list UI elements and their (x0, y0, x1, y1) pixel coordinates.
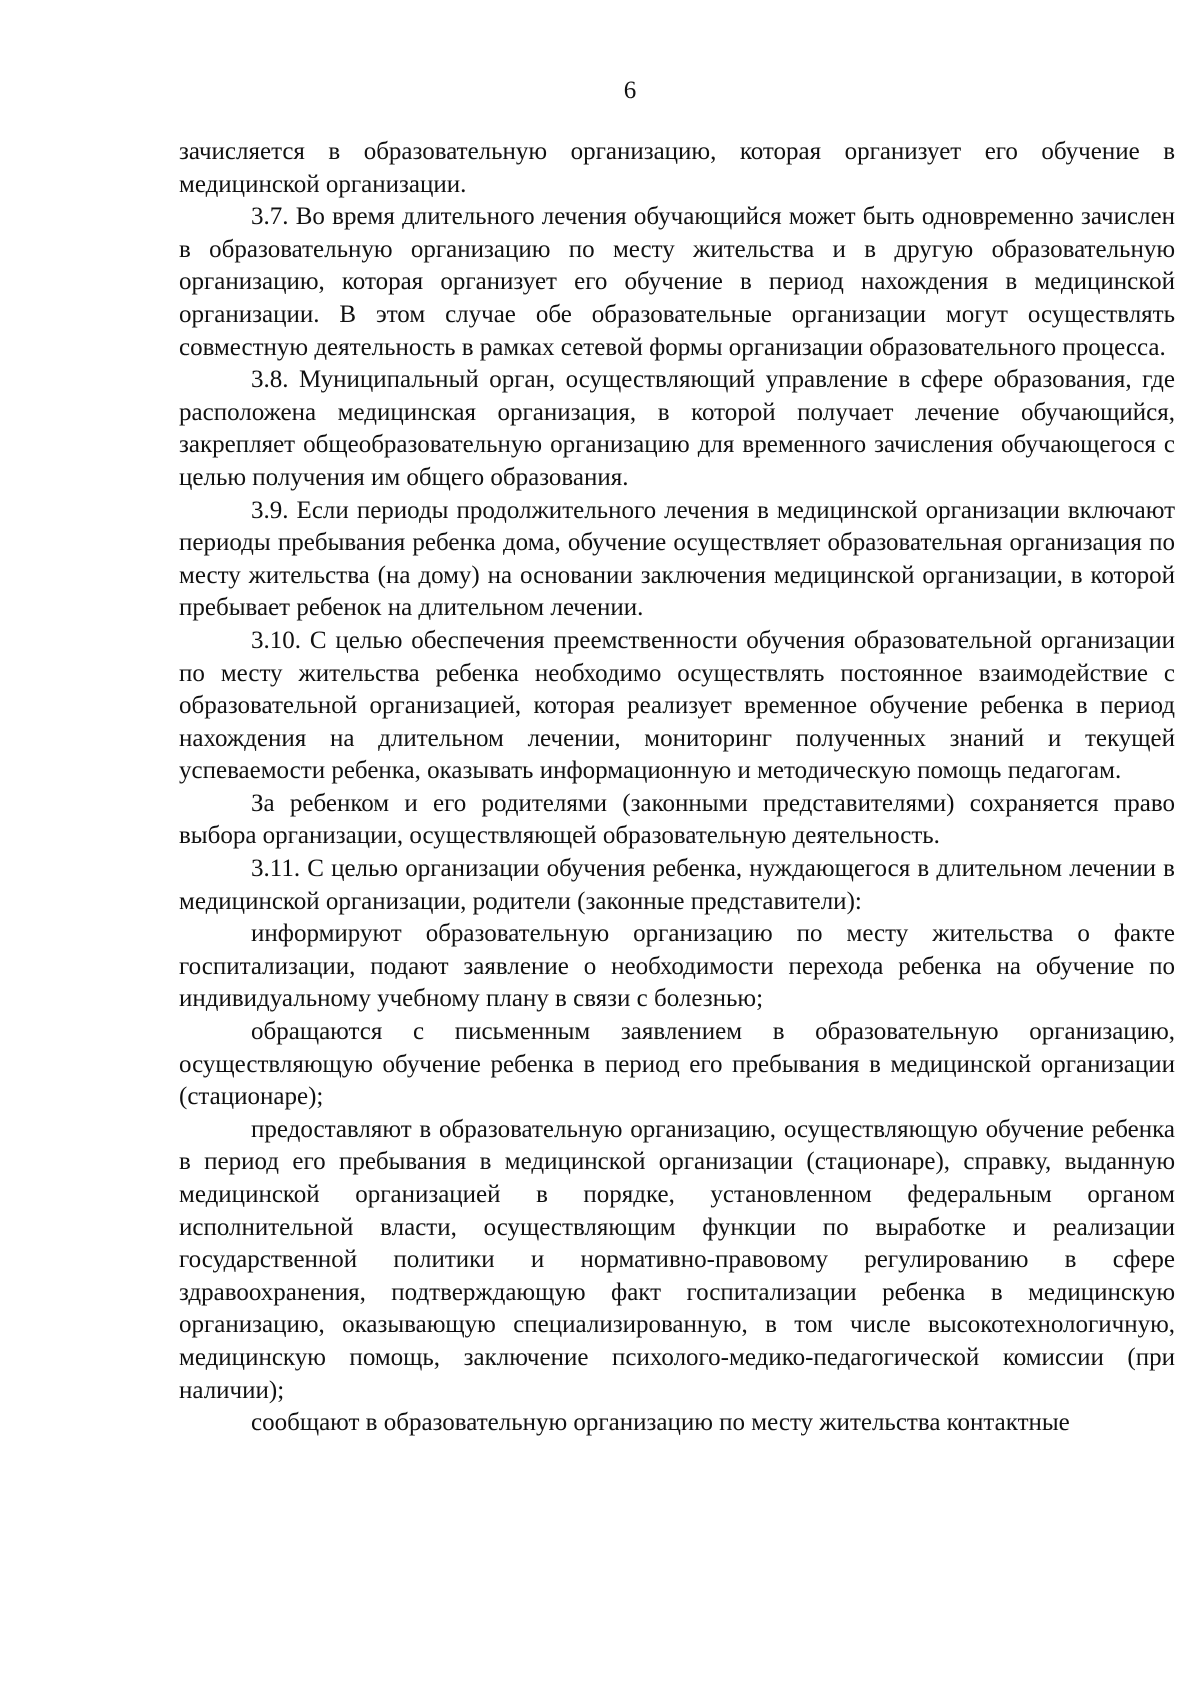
paragraph-3-8: 3.8. Муниципальный орган, осуществляющий управление в сфере образования, где расположена медицинская организация, в которой получает лечение обучающийся, закрепляет общеобразовательную организацию для временного зачисления обучающегося с целью получения им общего образования. (179, 366, 1175, 491)
paragraph-parents-right: За ребенком и его родителями (законными представителями) сохраняется право выбора организации, осуществляющей образовательную деятельность. (179, 789, 1175, 850)
paragraph-3-11: 3.11. С целью организации обучения ребенка, нуждающегося в длительном лечении в медицинской организации, родители (законные представители): (179, 855, 1175, 915)
paragraph-3-7: 3.7. Во время длительного лечения обучающийся может быть одновременно зачислен в образовательную организацию по месту жительства и в другую образовательную организацию, которая организует его обучение в период нахождения в медицинской организации. В этом случае обе образовательные организации могут осуществлять совместную деятельность в рамках сетевой формы организации образовательного процесса. (179, 203, 1175, 361)
paragraph-continuation: зачисляется в образовательную организацию, которая организует его обучение в медицинской организации. (179, 138, 1175, 198)
document-body (179, 136, 1175, 1440)
paragraph-3-9: 3.9. Если периоды продолжительного лечения в медицинской организации включают периоды пребывания ребенка дома, обучение осуществляет образовательная организация по месту жительства (на дому) на основании заключения медицинской организации, в которой пребывает ребенок на длительном лечении. (179, 496, 1175, 622)
paragraph-list-item-report: сообщают в образовательную организацию по месту жительства контактные (251, 1409, 1070, 1437)
paragraph-list-item-apply: обращаются с письменным заявлением в образовательную организацию, осуществляющую обучение ребенка в период его пребывания в медицинской организации (стационаре); (179, 1018, 1175, 1111)
paragraph-3-10: 3.10. С целью обеспечения преемственности обучения образовательной организации по месту жительства ребенка необходимо осуществлять постоянное взаимодействие с образовательной организацией, которая реализует временное обучение ребенка в период нахождения на длительном лечении, мониторинг полученных знаний и текущей успеваемости ребенка, оказывать информационную и методическую помощь педагогам. (179, 626, 1175, 785)
paragraph-list-item-inform: информируют образовательную организацию по месту жительства о факте госпитализации, подают заявление о необходимости перехода ребенка на обучение по индивидуальному учебному плану в связи с болезнью; (179, 920, 1175, 1013)
paragraph-list-item-provide: предоставляют в образовательную организацию, осуществляющую обучение ребенка в период его пребывания в медицинской организации (стационаре), справку, выданную медицинской организацией в порядке, установленном федеральным органом исполнительной власти, осуществляющим функции по выработке и реализации государственной политики и нормативно-правовому регулированию в сфере здравоохранения, подтверждающую факт госпитализации ребенка в медицинскую организацию, оказывающую специализированную, в том числе высокотехнологичную, медицинскую помощь, заключение психолого-медико-педагогической комиссии (при наличии); (179, 1115, 1175, 1404)
page-number: 6 (623, 77, 637, 104)
